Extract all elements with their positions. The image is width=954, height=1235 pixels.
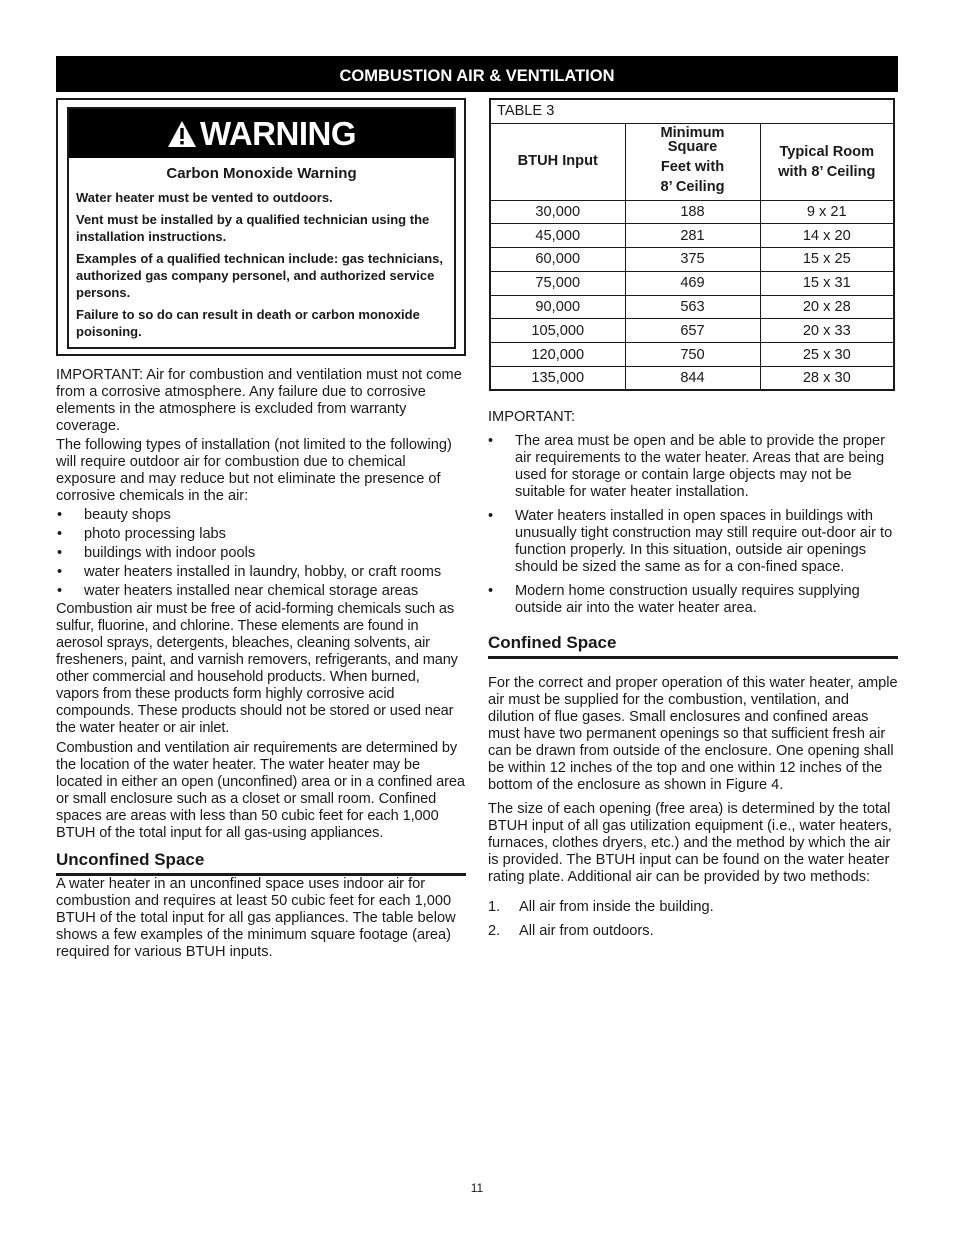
warning-inner-box [67,107,456,349]
table-cell: 375 [625,248,760,272]
unconfined-space-paragraph: A water heater in an unconfined space uses indoor air for combustion and requires at least 50 cubic feet for each 1,000 BTUH of the total input for all gas appliances. The table below shows a few examples of the minimum square footage (area) required for various BTUH inputs. [56,876,456,960]
list-item: • buildings with indoor pools [57,545,256,561]
table-cell: 15 x 25 [760,248,894,272]
table-cell: 20 x 28 [760,295,894,319]
table-cell: 75,000 [490,271,625,295]
table-cell: 14 x 20 [760,224,894,248]
warning-triangle-icon [167,120,197,148]
list-item: • beauty shops [57,507,171,523]
table-cell: 750 [625,343,760,367]
table-row [490,295,894,319]
table-row [490,224,894,248]
table-cell: 844 [625,367,760,391]
table-header-typical-room: Typical Room with 8’ Ceiling [760,123,894,200]
table-cell: 20 x 33 [760,319,894,343]
table-cell: 25 x 30 [760,343,894,367]
table-row [490,271,894,295]
table-row [490,248,894,272]
warning-banner-text: WARNING [200,115,356,152]
opening-size-paragraph: The size of each opening (free area) is determined by the total BTUH input of all gas utilization equipment (i.e., water heaters, furnaces, clothes dryers, etc.) and the method by which the air is provided. The BTUH input can be found on the water heater rating plate. Additional air can be provided by two methods: [488,801,892,886]
list-item: 2. All air from outdoors. [488,923,654,940]
table-cell: 15 x 31 [760,271,894,295]
unconfined-space-heading: Unconfined Space [56,850,466,876]
table-cell: 28 x 30 [760,367,894,391]
btuh-table [489,98,895,391]
table-caption: TABLE 3 [490,99,894,123]
table-cell: 60,000 [490,248,625,272]
warning-paragraph: Failure to so do can result in death or carbon monoxide poisoning. [76,307,420,339]
table-cell: 281 [625,224,760,248]
important-list [488,433,898,617]
list-item: • water heaters installed near chemical storage areas [57,583,419,599]
confined-space-paragraph: For the correct and proper operation of this water heater, ample air must be supplied for the combustion, ventilation, and dilution of flue gases. Small enclosures and confined areas must have two permanent openings so that sufficient fresh air can be drawn from outside of the enclosure. One opening shall be within 12 inches of the top and one within 12 inches of the bottom of the enclosure as shown in Figure 4. [488,675,898,794]
list-item: 1. All air from inside the building. [488,899,714,916]
table-cell: 120,000 [490,343,625,367]
warning-paragraph: Vent must be installed by a qualified technician using the installation instructions. [76,212,430,244]
warning-title: Carbon Monoxide Warning [166,165,357,182]
right-column [488,98,898,947]
table-row [490,319,894,343]
table-header-btuh: BTUH Input [490,123,625,200]
air-methods-list [488,899,898,940]
list-item: • The area must be open and be able to provide the proper air requirements to the water heater. Areas that are being used for storage or contain large objects may not be suitable for water heater installation. [488,433,885,501]
list-item: • photo processing labs [57,526,226,542]
warning-paragraph: Water heater must be vented to outdoors. [76,190,333,205]
table-cell: 30,000 [490,200,625,224]
confined-space-heading: Confined Space [488,633,898,659]
installation-types-list [56,507,466,600]
table-cell: 90,000 [490,295,625,319]
table-cell: 9 x 21 [760,200,894,224]
section-header: COMBUSTION AIR & VENTILATION [56,56,898,92]
page-number: 11 [470,1181,484,1195]
list-item: • water heaters installed in laundry, hobby, or craft rooms [57,564,442,580]
table-header-min-square-feet: Minimum Square Feet with 8’ Ceiling [625,123,760,200]
table-row [490,200,894,224]
left-column [56,98,466,961]
requirements-paragraph: Combustion and ventilation air requirements are determined by the location of the water heater. The water heater may be located in either an open (unconfined) area or in a confined area or small enclosure such as a closet or small room. Confined spaces are areas with less than 50 cubic feet for each 1,000 BTUH of the total input for all gas-using appliances. [56,740,465,841]
warning-banner [69,109,454,158]
installation-types-paragraph: The following types of installation (not limited to the following) will require outdoor air for combustion due to chemical exposure and may reduce but not eliminate the presence of corrosive chemicals in the air: [56,437,452,504]
table-cell: 135,000 [490,367,625,391]
table-row [490,367,894,391]
table-cell: 469 [625,271,760,295]
combustion-air-paragraph: Combustion air must be free of acid-forming chemicals such as sulfur, fluorine, and chlorine. These elements are found in aerosol sprays, detergents, bleaches, cleaning solvents, air fresheners, paint, and varnish removers, refrigerants, and many other commercial and household products. When burned, vapors from these products form highly corrosive acid compounds. These products should not be stored or used near the water heater or air inlet. [56,601,458,736]
warning-box [56,98,466,356]
table-cell: 657 [625,319,760,343]
warning-paragraph: Examples of a qualified technican include: gas technicians, authorized gas company personel, and authorized service persons. [76,251,443,300]
table-cell: 563 [625,295,760,319]
list-item: • Water heaters installed in open spaces in buildings with unusually tight construction may still require out-door air to function properly. In this situation, outside air openings should be sized the same as for a con-fined space. [488,508,893,576]
list-item: • Modern home construction usually requires supplying outside air into the water heater area. [488,583,860,617]
important-label: IMPORTANT: [488,409,576,426]
table-cell: 45,000 [490,224,625,248]
table-cell: 188 [625,200,760,224]
table-cell: 105,000 [490,319,625,343]
table-row [490,343,894,367]
important-paragraph: IMPORTANT: Air for combustion and ventilation must not come from a corrosive atmosphere. Any failure due to corrosive elements in the atmosphere is excluded from warranty coverage. [56,367,462,434]
